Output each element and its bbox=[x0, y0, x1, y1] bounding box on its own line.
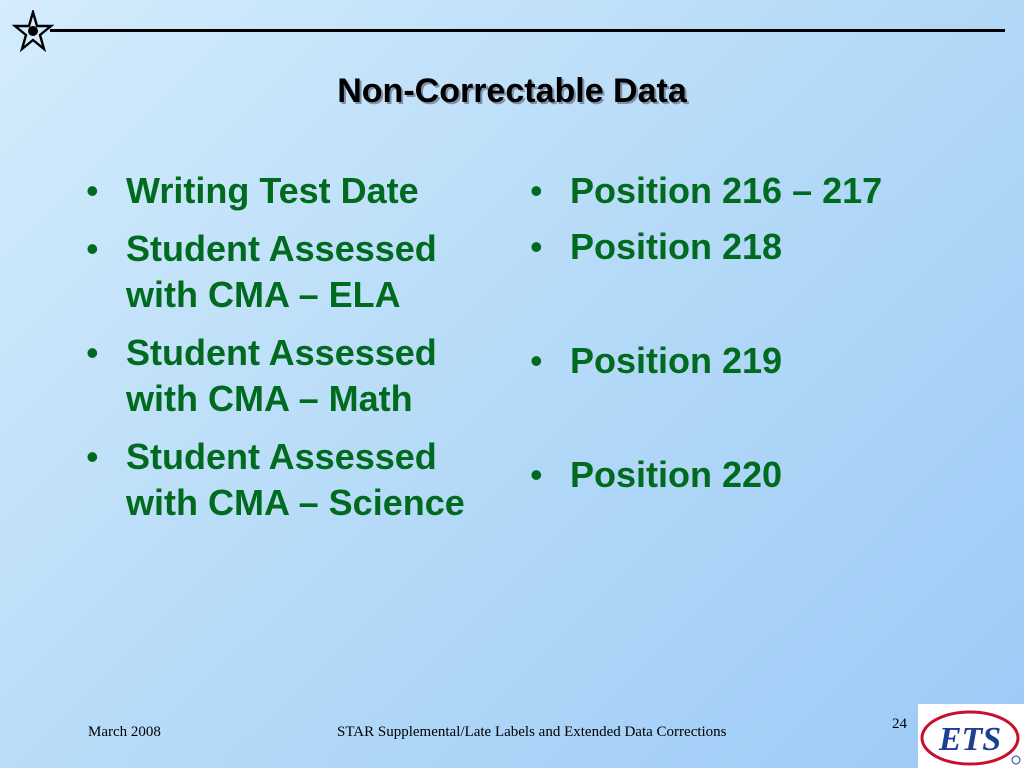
list-item bbox=[530, 168, 970, 214]
list-item bbox=[530, 224, 970, 270]
list-item-text: Position 218 bbox=[570, 226, 783, 267]
list-item-text: Position 216 – 217 bbox=[570, 170, 883, 211]
list-item-text: Writing Test Date bbox=[126, 170, 419, 211]
bullet-icon: • bbox=[530, 226, 543, 267]
list-item bbox=[86, 168, 486, 214]
star-logo-icon bbox=[12, 10, 54, 52]
list-item-text: Position 220 bbox=[570, 454, 783, 495]
list-item-text: Student Assessed with CMA – Math bbox=[126, 332, 437, 419]
footer-date: March 2008 bbox=[88, 724, 161, 740]
bullet-icon: • bbox=[530, 454, 543, 495]
footer-title: STAR Supplemental/Late Labels and Extended Data Corrections bbox=[337, 724, 727, 740]
list-item bbox=[530, 338, 970, 384]
list-item-text: Student Assessed with CMA – Science bbox=[126, 436, 465, 523]
list-item-text: Student Assessed with CMA – ELA bbox=[126, 228, 437, 315]
bullet-icon: • bbox=[530, 340, 543, 381]
slide-title: Non-Correctable Data bbox=[337, 72, 687, 110]
list-item bbox=[86, 226, 486, 318]
list-item bbox=[530, 452, 970, 498]
right-bullet-list bbox=[530, 168, 970, 498]
list-item bbox=[86, 330, 486, 422]
bullet-icon: • bbox=[530, 170, 543, 211]
bullet-icon: • bbox=[86, 170, 99, 211]
list-item bbox=[86, 434, 486, 526]
left-bullet-list bbox=[86, 168, 486, 538]
bullet-icon: • bbox=[86, 332, 99, 373]
page-number: 24 bbox=[892, 716, 907, 732]
top-divider bbox=[50, 29, 1005, 32]
ets-logo bbox=[918, 704, 1024, 768]
bullet-icon: • bbox=[86, 436, 99, 477]
ets-logo-text: ETS bbox=[938, 721, 1002, 758]
list-item-text: Position 219 bbox=[570, 340, 783, 381]
bullet-icon: • bbox=[86, 228, 99, 269]
